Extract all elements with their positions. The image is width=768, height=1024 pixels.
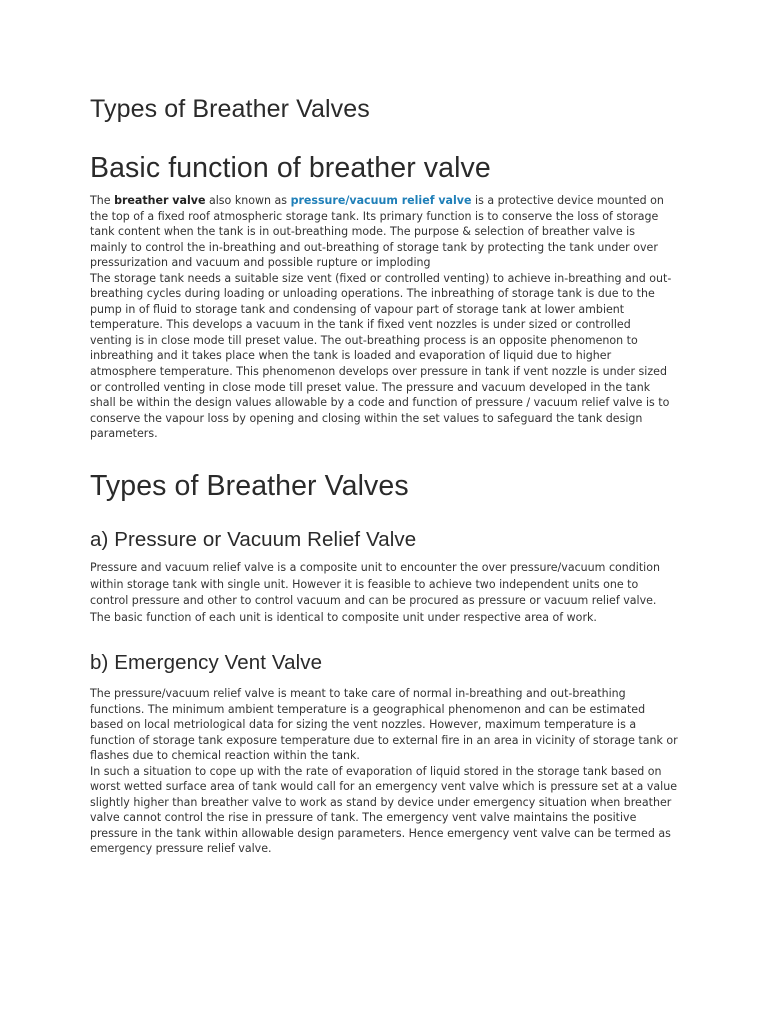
paragraph-line: Pressure and vacuum relief valve is a composite unit to encounter the over pressure/vacuum condition bbox=[90, 561, 661, 574]
paragraph-line: inbreathing and it takes place when the tank is loaded and evaporation of liquid due to higher bbox=[90, 349, 612, 363]
paragraph-line: breathing cycles during loading or unloading operations. The inbreathing of storage tank is due to the bbox=[90, 287, 655, 301]
intro-prefix: The bbox=[90, 194, 115, 207]
paragraph-line: atmosphere temperature. This phenomenon develops over pressure in tank if vent nozzle is under sized bbox=[90, 365, 667, 379]
section-a-paragraph bbox=[90, 560, 690, 626]
paragraph-line: within storage tank with single unit. However it is feasible to achieve two independent units one to bbox=[90, 577, 639, 591]
heading-pressure-vacuum-relief-valve: a) Pressure or Vacuum Relief Valve bbox=[90, 528, 417, 551]
paragraph-line: The pressure/vacuum relief valve is meant to take care of normal in-breathing and out-breathing bbox=[90, 687, 626, 700]
paragraph-line: The basic function of each unit is identical to composite unit under respective area of work. bbox=[90, 610, 597, 624]
paragraph-line: function of storage tank exposure temperature due to external fire in an area in vicinity of storage tank or bbox=[90, 733, 678, 747]
heading-basic-function: Basic function of breather valve bbox=[90, 152, 491, 184]
paragraph-line: temperature. This develops a vacuum in the tank if fixed vent nozzles is under sized or controlled bbox=[90, 318, 631, 332]
paragraph-line: functions. The minimum ambient temperature is a geographical phenomenon and can be estimated bbox=[90, 702, 646, 716]
paragraph-line: flashes due to chemical reaction within the tank. bbox=[90, 749, 360, 763]
pressure-vacuum-relief-valve-link[interactable]: pressure/vacuum relief valve bbox=[290, 194, 472, 207]
paragraph-line: valve cannot control the rise in pressure of tank. The emergency vent valve maintains the positive bbox=[90, 811, 637, 825]
heading-types-of-breather-valves: Types of Breather Valves bbox=[90, 470, 409, 502]
breather-valve-term: breather valve bbox=[114, 194, 206, 207]
paragraph-line: the top of a fixed roof atmospheric storage tank. Its primary function is to conserve the loss of storage bbox=[90, 209, 659, 223]
paragraph-line: pump in of fluid to storage tank and condensing of vapour part of storage tank at lower ambient bbox=[90, 302, 625, 316]
paragraph-line: pressure in the tank within allowable design parameters. Hence emergency vent valve can be termed as bbox=[90, 826, 671, 840]
intro-mid: also known as bbox=[205, 194, 291, 207]
paragraph-line: shall be within the design values allowable by a code and function of pressure / vacuum relief valve is to bbox=[90, 396, 670, 410]
paragraph-line: tank content when the tank is in out-breathing mode. The purpose & selection of breather valve is bbox=[90, 225, 635, 239]
section-b-paragraph bbox=[90, 686, 690, 857]
paragraph-line: emergency pressure relief valve. bbox=[90, 842, 272, 856]
heading-emergency-vent-valve: b) Emergency Vent Valve bbox=[90, 651, 323, 674]
paragraph-line: mainly to control the in-breathing and out-breathing of storage tank by protecting the tank under over bbox=[90, 240, 658, 254]
paragraph-line: or controlled venting in close mode till preset value. The pressure and vacuum developed in the tank bbox=[90, 380, 651, 394]
paragraph-line: based on local metriological data for sizing the vent nozzles. However, maximum temperature is a bbox=[90, 718, 637, 732]
paragraph-line: conserve the vapour loss by opening and closing within the set values to safeguard the tank design bbox=[90, 411, 643, 425]
paragraph-line: slightly higher than breather valve to work as stand by device under emergency situation when breather bbox=[90, 795, 672, 809]
paragraph-line: The storage tank needs a suitable size vent (fixed or controlled venting) to achieve in-breathing and out- bbox=[90, 271, 672, 285]
paragraph-line: In such a situation to cope up with the rate of evaporation of liquid stored in the storage tank based on bbox=[90, 764, 662, 778]
paragraph-line: parameters. bbox=[90, 427, 158, 441]
basic-function-paragraph bbox=[90, 193, 690, 442]
paragraph-line: control pressure and other to control vacuum and can be procured as pressure or vacuum relief valve. bbox=[90, 594, 657, 608]
paragraph-line: worst wetted surface area of tank would call for an emergency vent valve which is pressure set at a value bbox=[90, 780, 678, 794]
paragraph-line: venting is in close mode till preset value. The out-breathing process is an opposite phenomenon to bbox=[90, 333, 638, 347]
paragraph-line: pressurization and vacuum and possible rupture or imploding bbox=[90, 256, 431, 270]
basic-intro-line bbox=[90, 193, 690, 209]
intro-suffix: is a protective device mounted on bbox=[471, 194, 664, 207]
page-title: Types of Breather Valves bbox=[90, 95, 370, 123]
